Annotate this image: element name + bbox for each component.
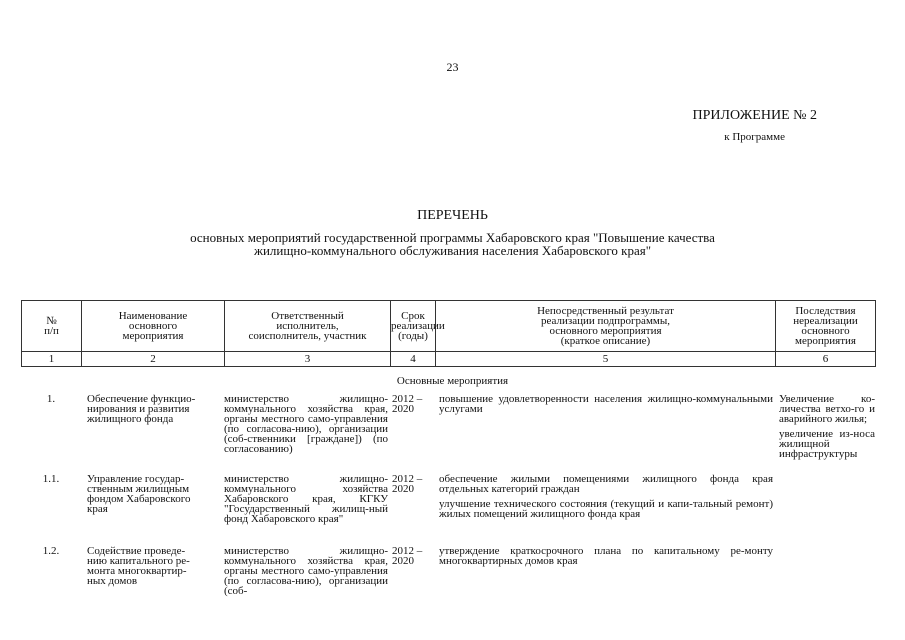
appendix-title: ПРИЛОЖЕНИЕ № 2 xyxy=(692,108,817,123)
measure-name: Обеспечение функцио- нирования и развития жилищного фонда xyxy=(87,393,196,425)
direct-result: повышение удовлетворенности населения жилищно-коммунальными услугами xyxy=(439,393,773,415)
measure-name: Содействие проведе- нию капитального ре- монта многоквартир- ных домов xyxy=(87,545,190,587)
header-cell: Последствия нереализации основного мероприятия xyxy=(776,301,876,352)
row-number: 1.2. xyxy=(42,545,60,557)
document-subtitle xyxy=(0,231,905,257)
row-number: 1. xyxy=(46,393,56,405)
result-item: улучшение технического состояния (текущий и капи-тальный ремонт) жилых помещений жилищного фонда края xyxy=(439,498,773,520)
section-title: Основные мероприятия xyxy=(396,375,509,387)
responsible-executor: министерство жилищно-коммунального хозяйства края, органы местного само-управления (по согласова-нию), организации (соб-ственники [граждане]) (по согласованию) xyxy=(224,393,388,455)
document-subtitle-line-1: основных мероприятий государственной программы Хабаровского края "Повышение качества xyxy=(190,230,715,245)
column-number: 6 xyxy=(776,352,876,367)
header-cell: Срок реализации (годы) xyxy=(391,301,436,352)
measure-name: Управление государ- ственным жилищным фондом Хабаровского края xyxy=(87,473,191,515)
header-cell: Наименование основного мероприятия xyxy=(82,301,225,352)
column-number: 3 xyxy=(225,352,391,367)
consequence-item: Увеличение ко-личества ветхо-го и аварийного жилья; xyxy=(779,393,875,425)
document-title: ПЕРЕЧЕНЬ xyxy=(417,208,488,223)
responsible-executor: министерство жилищно-коммунального хозяйства Хабаровского края, КГКУ "Государственный жилищ-ный фонд Хабаровского края" xyxy=(224,473,388,525)
header-cell: Непосредственный результат реализации подпрограммы, основного мероприятия (краткое описание) xyxy=(436,301,776,352)
document-subtitle-line-2: жилищно-коммунального обслуживания населения Хабаровского края" xyxy=(253,243,652,258)
implementation-period: 2012 – 2020 xyxy=(392,473,423,495)
column-number: 4 xyxy=(391,352,436,367)
row-number: 1.1. xyxy=(42,473,60,485)
implementation-period: 2012 – 2020 xyxy=(392,393,423,415)
consequence-item: увеличение из-носа жилищной инфраструктуры xyxy=(779,428,875,460)
direct-result xyxy=(439,474,773,519)
non-implementation-consequences xyxy=(779,394,875,459)
page-number: 23 xyxy=(446,60,459,74)
direct-result: утверждение краткосрочного плана по капитальному ре-монту многоквартирных домов края xyxy=(439,545,773,567)
column-number: 1 xyxy=(22,352,82,367)
implementation-period: 2012 – 2020 xyxy=(392,545,423,567)
result-item: обеспечение жилыми помещениями жилищного фонда края отдельных категорий граждан xyxy=(439,473,773,495)
column-number: 5 xyxy=(436,352,776,367)
responsible-executor: министерство жилищно-коммунального хозяйства края, органы местного само-управления (по согласова-нию), организации (соб- xyxy=(224,545,388,597)
appendix-subtitle: к Программе xyxy=(724,131,785,143)
measures-table-header xyxy=(21,300,876,367)
column-number: 2 xyxy=(82,352,225,367)
header-cell: Ответственный исполнитель, соисполнитель, участник xyxy=(225,301,391,352)
header-cell: № п/п xyxy=(22,301,82,352)
